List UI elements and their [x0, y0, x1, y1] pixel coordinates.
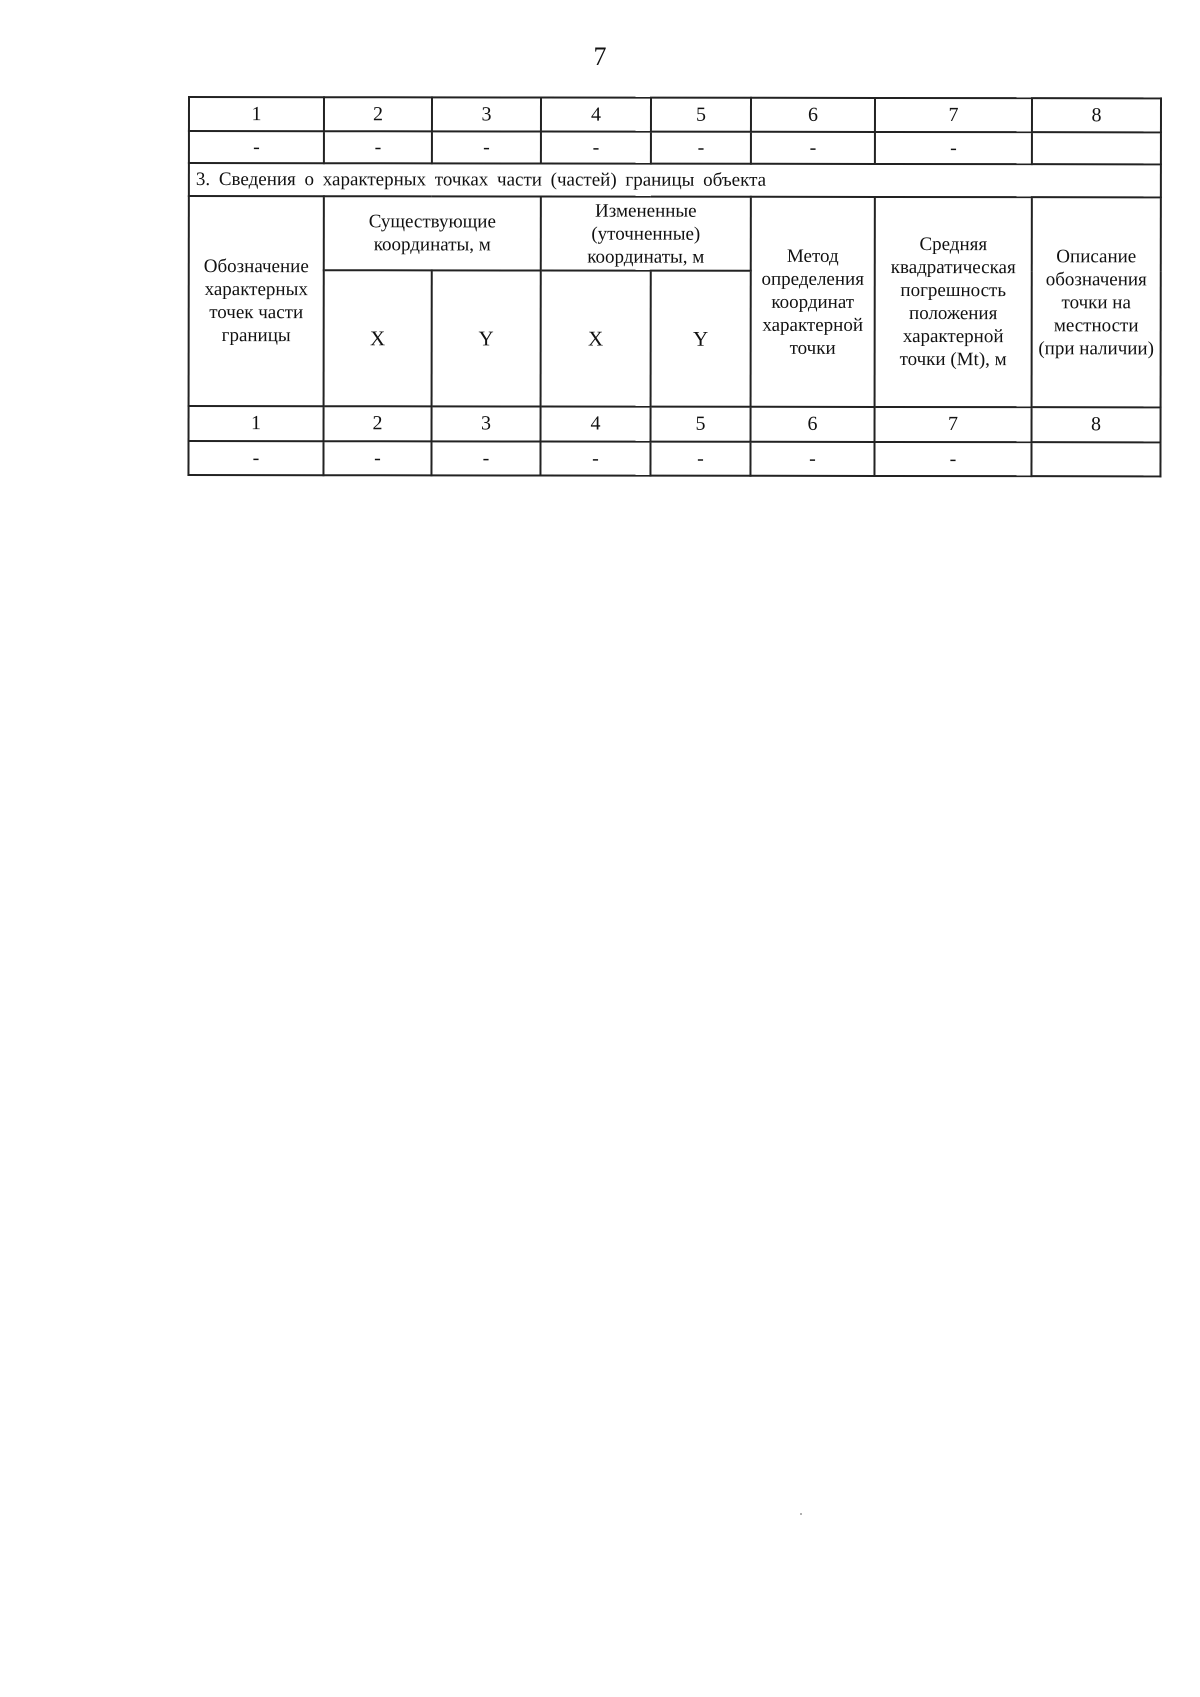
header-changed-y: Y [651, 271, 751, 407]
header-existing-y: Y [432, 270, 541, 406]
header-changed-x: X [541, 270, 651, 406]
boundary-points-table [187, 96, 1162, 477]
column-number-cell: 1 [189, 97, 324, 131]
column-number-cell: 4 [541, 406, 651, 441]
column-number-cell: 5 [651, 98, 751, 132]
column-number-cell: 8 [1032, 407, 1161, 442]
value-cell: - [651, 132, 751, 164]
scan-speck [800, 1513, 802, 1515]
column-number-cell: 6 [751, 407, 875, 442]
column-number-cell: 5 [651, 407, 751, 442]
header-description: Описание обозначения точки на местности (при наличии) [1032, 197, 1161, 407]
column-number-cell: 1 [189, 406, 324, 441]
value-cell: - [323, 441, 431, 475]
section-title: 3. Сведения о характерных точках части (частей) границы объекта [189, 163, 1161, 197]
column-number-cell: 3 [432, 406, 541, 441]
top-column-numbers-row [189, 97, 1161, 132]
column-number-cell: 3 [432, 97, 541, 131]
column-number-cell: 7 [875, 407, 1032, 442]
value-cell: - [751, 132, 875, 164]
value-cell: - [875, 132, 1032, 164]
header-method: Метод определения координат характерной точки [751, 197, 875, 407]
page-number: 7 [593, 42, 607, 71]
column-number-cell: 2 [324, 97, 432, 131]
column-number-cell: 7 [875, 98, 1032, 132]
value-cell: - [188, 441, 323, 475]
value-cell [1031, 442, 1160, 476]
header-changed-coords: Измененные (уточненные) координаты, м [541, 196, 751, 270]
value-cell: - [750, 442, 874, 476]
section-title-row [189, 163, 1161, 197]
value-cell: - [432, 131, 541, 163]
value-cell [1032, 132, 1161, 164]
header-point-designation: Обозначение характерных точек части границы [189, 196, 324, 406]
top-values-row [189, 131, 1161, 164]
value-cell: - [541, 131, 651, 163]
value-cell: - [324, 131, 432, 163]
header-row-1 [189, 196, 1161, 271]
column-number-cell: 4 [541, 97, 651, 131]
column-number-cell: 8 [1032, 98, 1161, 132]
header-error: Средняя квадратическая погрешность положения характерной точки (Mt), м [875, 197, 1032, 407]
value-cell: - [650, 442, 750, 476]
value-cell: - [874, 442, 1031, 476]
value-cell: - [431, 441, 540, 475]
section-column-numbers-row [189, 406, 1161, 442]
section-values-row [188, 441, 1160, 476]
column-number-cell: 2 [324, 406, 432, 441]
value-cell: - [540, 441, 650, 475]
header-existing-coords: Существующие координаты, м [324, 196, 541, 270]
column-number-cell: 6 [751, 98, 875, 132]
value-cell: - [189, 131, 324, 163]
header-existing-x: X [324, 270, 432, 406]
